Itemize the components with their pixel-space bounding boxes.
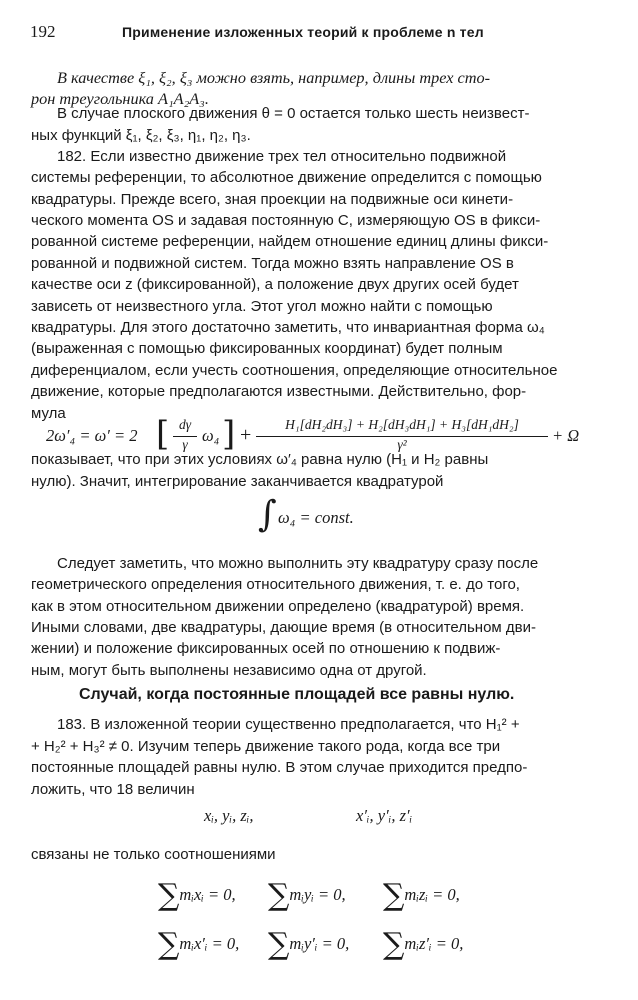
- text-line: жении) и положение фиксированных осей по отношению к подвиж-: [31, 640, 501, 657]
- text-line: как в этом относительном движении определено (квадратурой) время.: [31, 598, 525, 615]
- text-line: рованной и подвижной систем. Тогда можно взять направление OS в: [31, 255, 514, 272]
- text-line: В качестве ξ₁, ξ₂, ξ₃ можно взять, например, длины трех сто-: [57, 68, 491, 87]
- formula-dgamma-num: dγ: [178, 417, 192, 432]
- integral-sign: ∫: [258, 494, 277, 535]
- sum-term: [268, 927, 349, 962]
- text-line: ным, могут быть выполнены независимо одна от другой.: [31, 662, 427, 679]
- page-number: 192: [30, 22, 56, 41]
- formula-omega-tail: + Ω: [552, 426, 580, 445]
- text-line: системы референции, то абсолютное движение определится с помощью: [31, 169, 542, 186]
- plus-sign: +: [240, 424, 252, 446]
- sum-term: [383, 927, 463, 962]
- text-line: зависеть от неизвестного угла. Этот угол можно найти с помощью: [31, 298, 493, 315]
- text-line: + H₂² + H₃² ≠ 0. Изучим теперь движение такого рода, когда все три: [31, 738, 501, 755]
- formula-omega-lhs: 2ω′₄ = ω′ = 2: [46, 426, 138, 445]
- sum-icon: ∑: [268, 927, 290, 962]
- formula-vars-left: xᵢ, yᵢ, zᵢ,: [204, 806, 254, 825]
- running-title: Применение изложенных теорий к проблеме n тел: [122, 24, 484, 40]
- text-line: диференциалом, если учесть соотношения, определяющие относительное: [31, 362, 558, 379]
- text-line: квадратуры. Прежде всего, зная проекции на подвижные оси кинети-: [31, 191, 514, 208]
- sum-body: mᵢx′ᵢ = 0,: [179, 934, 240, 953]
- text-line: 182. Если известно движение трех тел относительно подвижной: [57, 148, 507, 165]
- bracket-close: ]: [222, 414, 236, 454]
- sum-body: mᵢxᵢ = 0,: [179, 885, 236, 904]
- formula-vars-right: x′ᵢ, y′ᵢ, z′ᵢ: [356, 806, 413, 825]
- text-line: нулю). Значит, интегрирование заканчивается квадратурой: [31, 473, 444, 490]
- formula-big-den: γ²: [397, 437, 407, 452]
- text-line: связаны не только соотношениями: [31, 846, 276, 863]
- formula-big-num: H₁[dH₂dH₃] + H₂[dH₃dH₁] + H₃[dH₁dH₂]: [285, 417, 519, 432]
- formula-integral-body: ω₄ = const.: [278, 508, 354, 527]
- text-line: ческого момента OS и задавая постоянную C, измеряющую OS в фикси-: [31, 212, 541, 229]
- text-line: (выраженная с помощью фиксированных координат) будет полным: [31, 340, 503, 357]
- sum-body: mᵢzᵢ = 0,: [404, 885, 460, 904]
- text-line: ложить, что 18 величин: [31, 781, 195, 798]
- text-line: геометрического определения относительного движения, т. е. до того,: [31, 576, 520, 593]
- formula-dgamma-den: γ: [182, 437, 188, 452]
- text-line: 183. В изложенной теории существенно предполагается, что H₁² +: [57, 716, 520, 733]
- bracket-open: [: [156, 414, 170, 454]
- text-line: квадратуры. Для этого достаточно заметить, что инвариантная форма ω₄: [31, 319, 545, 336]
- text-line: Иными словами, две квадратуры, дающие время (в относительном дви-: [31, 619, 537, 636]
- sum-icon: ∑: [158, 878, 180, 913]
- sum-body: mᵢy′ᵢ = 0,: [289, 934, 350, 953]
- text-line: ных функций ξ₁, ξ₂, ξ₃, η₁, η₂, η₃.: [31, 127, 251, 144]
- sum-icon: ∑: [268, 878, 290, 913]
- sum-body: mᵢyᵢ = 0,: [289, 885, 346, 904]
- text-line: постоянные площадей равны нулю. В этом случае приходится предпо-: [31, 759, 528, 776]
- sum-icon: ∑: [383, 878, 405, 913]
- text-line: качестве оси z (фиксированной), а положение двух других осей будет: [31, 276, 519, 293]
- sum-term: [158, 878, 236, 913]
- text-line: Следует заметить, что можно выполнить эту квадратуру сразу после: [57, 555, 539, 572]
- sum-icon: ∑: [383, 927, 405, 962]
- section-heading: Случай, когда постоянные площадей все равны нулю.: [79, 686, 515, 703]
- sum-term: [383, 878, 460, 913]
- text-line: показывает, что при этих условиях ω′₄ равна нулю (H₁ и H₂ равны: [31, 451, 489, 468]
- text-line: рованной системе референции, найдем отношение единиц длины фикси-: [31, 233, 549, 250]
- formula-omega-mid: ω₄: [202, 426, 220, 445]
- text-line: движение, которые предполагаются известными. Действительно, фор-: [31, 383, 527, 400]
- sum-term: [158, 927, 239, 962]
- text-line: В случае плоского движения θ = 0 остается только шесть неизвест-: [57, 105, 530, 122]
- text-line: рон треугольника A₁A₂A₃.: [31, 89, 209, 108]
- sum-body: mᵢz′ᵢ = 0,: [404, 934, 464, 953]
- text-line: мула: [31, 405, 66, 422]
- sum-term: [268, 878, 346, 913]
- sum-icon: ∑: [158, 927, 180, 962]
